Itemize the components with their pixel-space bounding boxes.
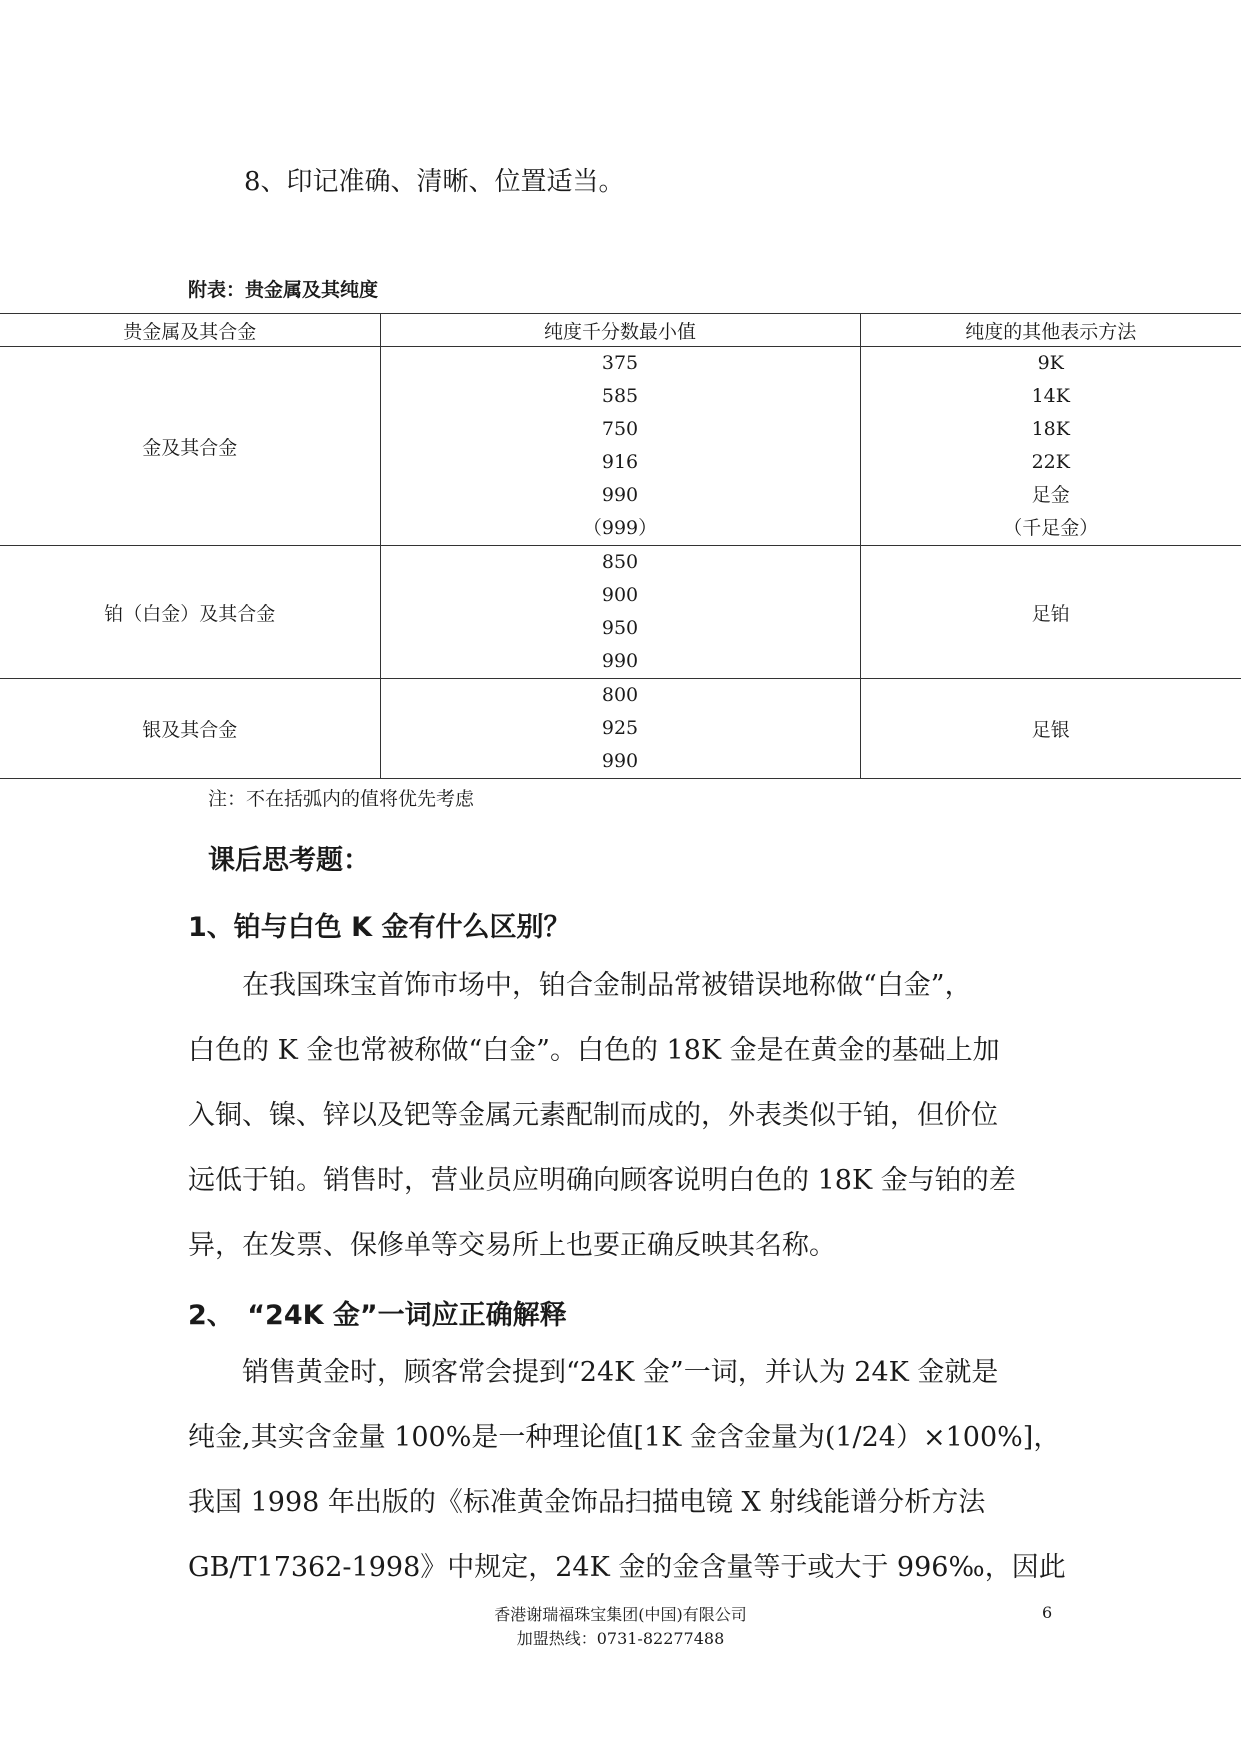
column-header-metal: 贵金属及其合金 xyxy=(0,314,380,347)
min-value-cell xyxy=(380,546,860,679)
other-notation-cell: 足银 xyxy=(860,679,1241,779)
other-notation: 9K xyxy=(1037,352,1064,374)
min-value: 750 xyxy=(601,418,639,440)
table-row xyxy=(0,546,1241,679)
table-caption: 附表：贵金属及其纯度 xyxy=(188,279,379,301)
paragraph-line: 入铜、镍、锌以及钯等金属元素配制而成的，外表类似于铂，但价位 xyxy=(188,1100,998,1131)
table-row xyxy=(0,679,1241,779)
metal-cell: 金及其合金 xyxy=(0,347,380,546)
min-value: 800 xyxy=(601,684,639,706)
min-value: 916 xyxy=(601,451,639,473)
metal-cell: 银及其合金 xyxy=(0,679,380,779)
paragraph-line: 远低于铂。销售时，营业员应明确向顾客说明白色的 18K 金与铂的差 xyxy=(188,1165,1016,1196)
min-value: 900 xyxy=(601,584,639,606)
footer-company: 香港谢瑞福珠宝集团(中国)有限公司 xyxy=(494,1605,747,1624)
other-notation: 18K xyxy=(1031,418,1070,440)
min-value: 990 xyxy=(601,484,639,506)
paragraph-line: 在我国珠宝首饰市场中，铂合金制品常被错误地称做“白金”， xyxy=(188,970,972,1001)
paragraph-line: 我国 1998 年出版的《标准黄金饰品扫描电镜 X 射线能谱分析方法 xyxy=(188,1487,986,1518)
other-notation-cell: 足铂 xyxy=(860,546,1241,679)
column-header-min-value: 纯度千分数最小值 xyxy=(380,314,860,347)
table-row xyxy=(0,347,1241,546)
question-2-paragraph xyxy=(188,1340,1066,1600)
min-value: 990 xyxy=(601,750,639,772)
questions-heading: 课后思考题： xyxy=(208,845,370,876)
other-notation: 22K xyxy=(1031,451,1070,473)
question-1-title: 1、铂与白色 K 金有什么区别？ xyxy=(188,912,571,943)
paragraph-line: 白色的 K 金也常被称做“白金”。白色的 18K 金是在黄金的基础上加 xyxy=(188,1035,1000,1066)
min-value: 850 xyxy=(601,551,639,573)
other-notation: （千足金） xyxy=(1003,517,1099,539)
question-1-paragraph xyxy=(188,953,1058,1278)
page-number: 6 xyxy=(1042,1603,1053,1622)
min-value-cell xyxy=(380,679,860,779)
min-value: 925 xyxy=(601,717,639,739)
min-value: 375 xyxy=(601,352,639,374)
min-value-cell xyxy=(380,347,860,546)
min-value: 990 xyxy=(601,650,639,672)
paragraph-line: GB/T17362-1998》中规定，24K 金的金含量等于或大于 996‰，因此 xyxy=(188,1552,1066,1583)
purity-table xyxy=(0,313,1241,779)
paragraph-line: 异，在发票、保修单等交易所上也要正确反映其名称。 xyxy=(188,1230,836,1261)
question-2-title: 2、 “24K 金”一词应正确解释 xyxy=(188,1300,567,1331)
column-header-other: 纯度的其他表示方法 xyxy=(860,314,1241,347)
paragraph-line: 销售黄金时，顾客常会提到“24K 金”一词，并认为 24K 金就是 xyxy=(188,1357,999,1388)
table-header-row xyxy=(0,314,1241,347)
min-value: （999） xyxy=(582,517,658,539)
paragraph-line: 纯金,其实含金量 100%是一种理论值[1K 金含金量为(1/24）×100%]， xyxy=(188,1422,1061,1453)
list-item-8: 8、印记准确、清晰、位置适当。 xyxy=(244,167,625,197)
footer-hotline: 加盟热线：0731-82277488 xyxy=(516,1629,725,1648)
table-note: 注：不在括弧内的值将优先考虑 xyxy=(208,788,475,810)
metal-cell: 铂（白金）及其合金 xyxy=(0,546,380,679)
other-notation: 14K xyxy=(1031,385,1070,407)
other-notation: 足金 xyxy=(1031,484,1070,506)
min-value: 585 xyxy=(601,385,639,407)
other-notation-cell xyxy=(860,347,1241,546)
min-value: 950 xyxy=(601,617,639,639)
